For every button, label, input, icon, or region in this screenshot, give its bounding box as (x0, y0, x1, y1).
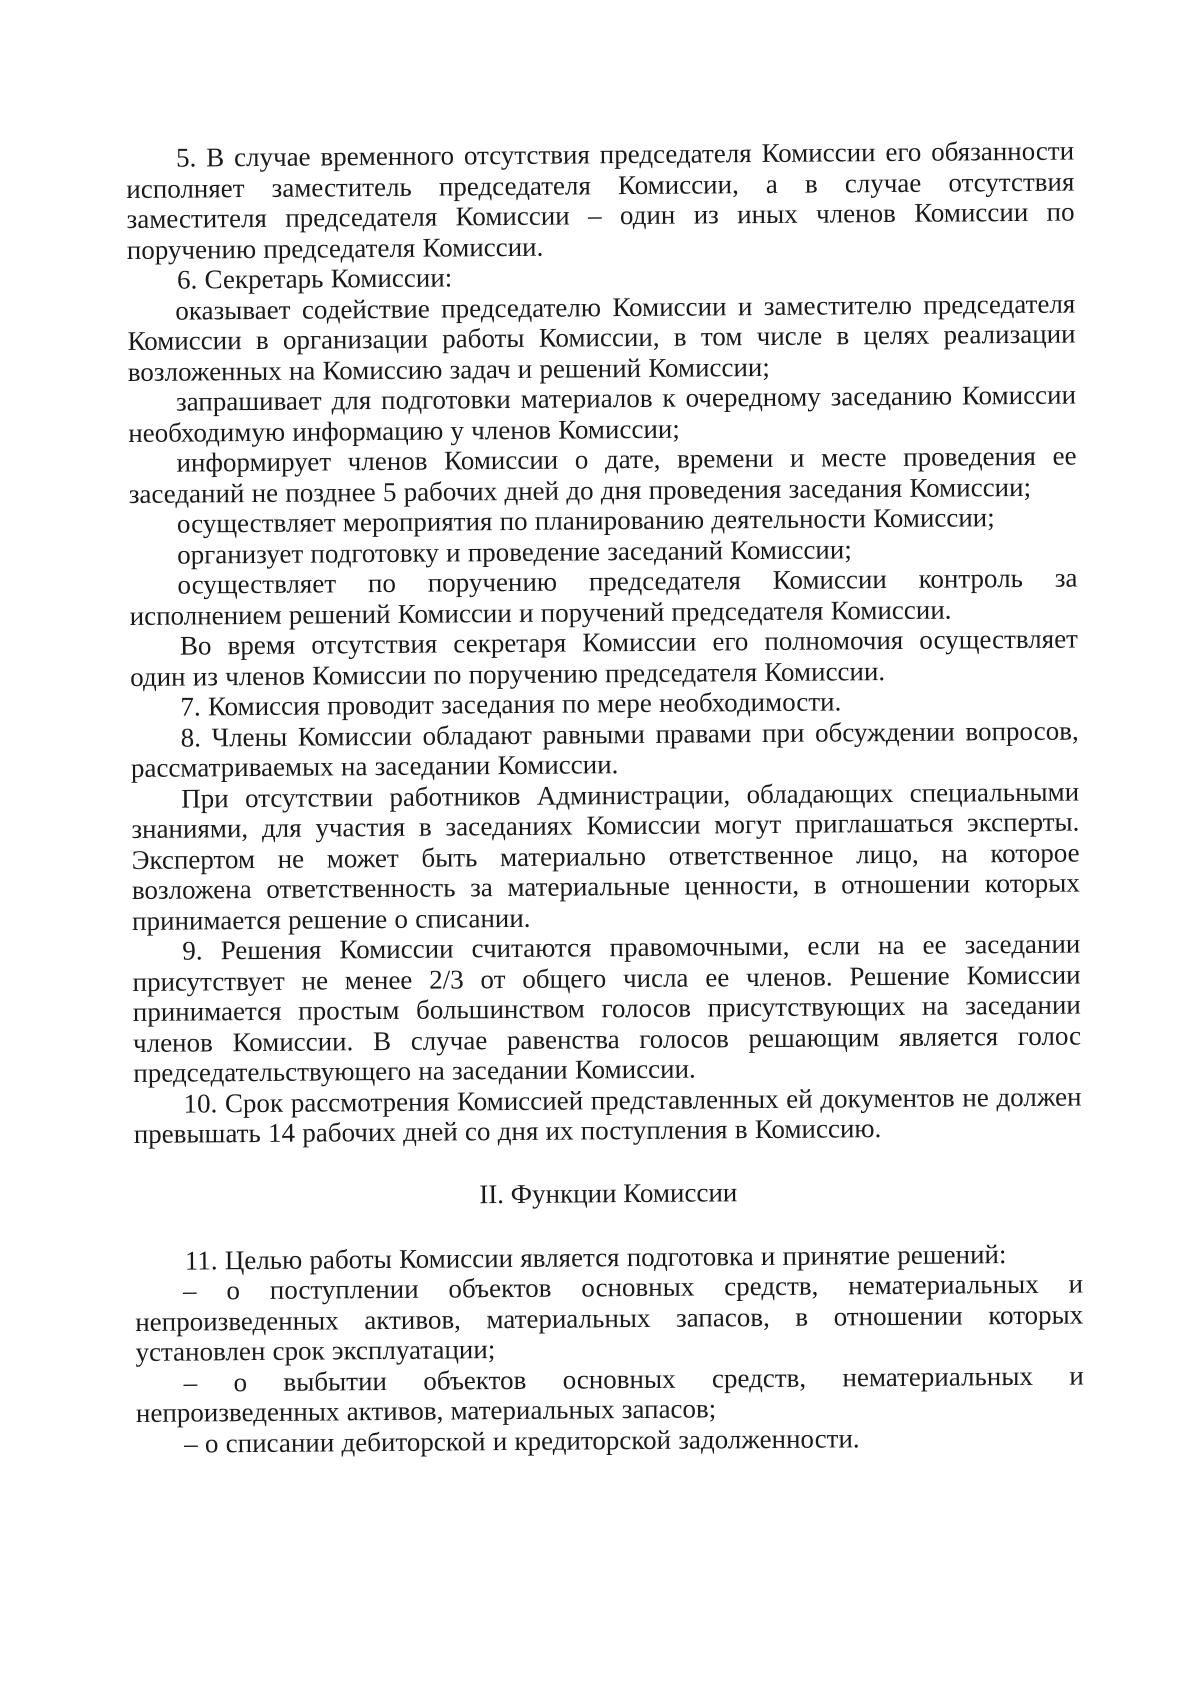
paragraph-7-meetings: 7. Комиссия проводит заседания по мере необходимости. (180, 686, 842, 722)
purpose-item-write-off: – о списании дебиторской и кредиторской задолженности. (184, 1422, 860, 1459)
secretary-duty-inform-members: информирует членов Комиссии о дате, времени и месте проведения ее заседаний не позднее 5 рабочих дней до дня проведения заседания Комиссии; (128, 440, 1077, 509)
document-body (126, 136, 1084, 1459)
secretary-duty-organize: организует подготовку и проведение заседаний Комиссии; (177, 533, 852, 570)
paragraph-5-chairman-absence: 5. В случае временного отсутствия председателя Комиссии его обязанности исполняет заместитель председателя Комиссии, а в случае отсутствия заместителя председателя Комиссии – один из иных членов Комиссии по поручению председателя Комиссии. (126, 135, 1075, 265)
purpose-item-receipt: – о поступлении объектов основных средств, нематериальных и непроизведенных активов, материальных запасов, в отношении которых установлен срок эксплуатации; (135, 1268, 1084, 1367)
paragraph-10-review-term: 10. Срок рассмотрения Комиссией представленных ей документов не должен превышать 14 рабочих дней со дня их поступления в Комиссию. (133, 1081, 1082, 1149)
paragraph-9-quorum: 9. Решения Комиссии считаются правомочными, если на ее заседании присутствует не менее 2/3 от общего числа ее членов. Решение Комиссии принимается простым большинством голосов присутствующих на заседании членов Комиссии. В случае равенства голосов решающим является голос председательствующего на заседании Комиссии. (132, 928, 1082, 1088)
paragraph-8-equal-rights: 8. Члены Комиссии обладают равными правами при обсуждении вопросов, рассматриваемых на заседании Комиссии. (130, 715, 1079, 783)
section-heading: II. Функции Комиссии (479, 1176, 738, 1209)
secretary-absence-paragraph: Во время отсутствия секретаря Комиссии его полномочия осуществляет один из членов Комиссии по поручению председателя Комиссии. (130, 623, 1079, 692)
secretary-duty-planning: осуществляет мероприятия по планированию деятельности Комиссии; (176, 502, 995, 539)
paragraph-11-purpose: 11. Целью работы Комиссии является подготовка и принятие решений: (184, 1238, 1007, 1276)
paragraph-6-secretary: 6. Секретарь Комиссии: (176, 262, 453, 295)
purpose-item-disposal: – о выбытии объектов основных средств, нематериальных и непроизведенных активов, материальных запасов; (135, 1360, 1084, 1428)
secretary-duty-control: осуществляет по поручению председателя Комиссии контроль за исполнением решений Комиссии и поручений председателя Комиссии. (129, 562, 1078, 631)
experts-paragraph: При отсутствии работников Администрации, обладающих специальными знаниями, для участия в заседаниях Комиссии могут приглашаться эксперты. Экспертом не может быть материально ответственное лицо, на которое возложена ответственность за материальные ценности, в отношении которых принимается решение о списании. (131, 776, 1080, 936)
secretary-duty-request-info: запрашивает для подготовки материалов к очередному заседанию Комиссии необходимую информацию у членов Комиссии; (128, 379, 1077, 448)
secretary-duty-assist: оказывает содействие председателю Комиссии и заместителю председателя Комиссии в организации работы Комиссии, в том числе в целях реализации возложенных на Комиссию задач и решений Комиссии; (127, 288, 1076, 387)
